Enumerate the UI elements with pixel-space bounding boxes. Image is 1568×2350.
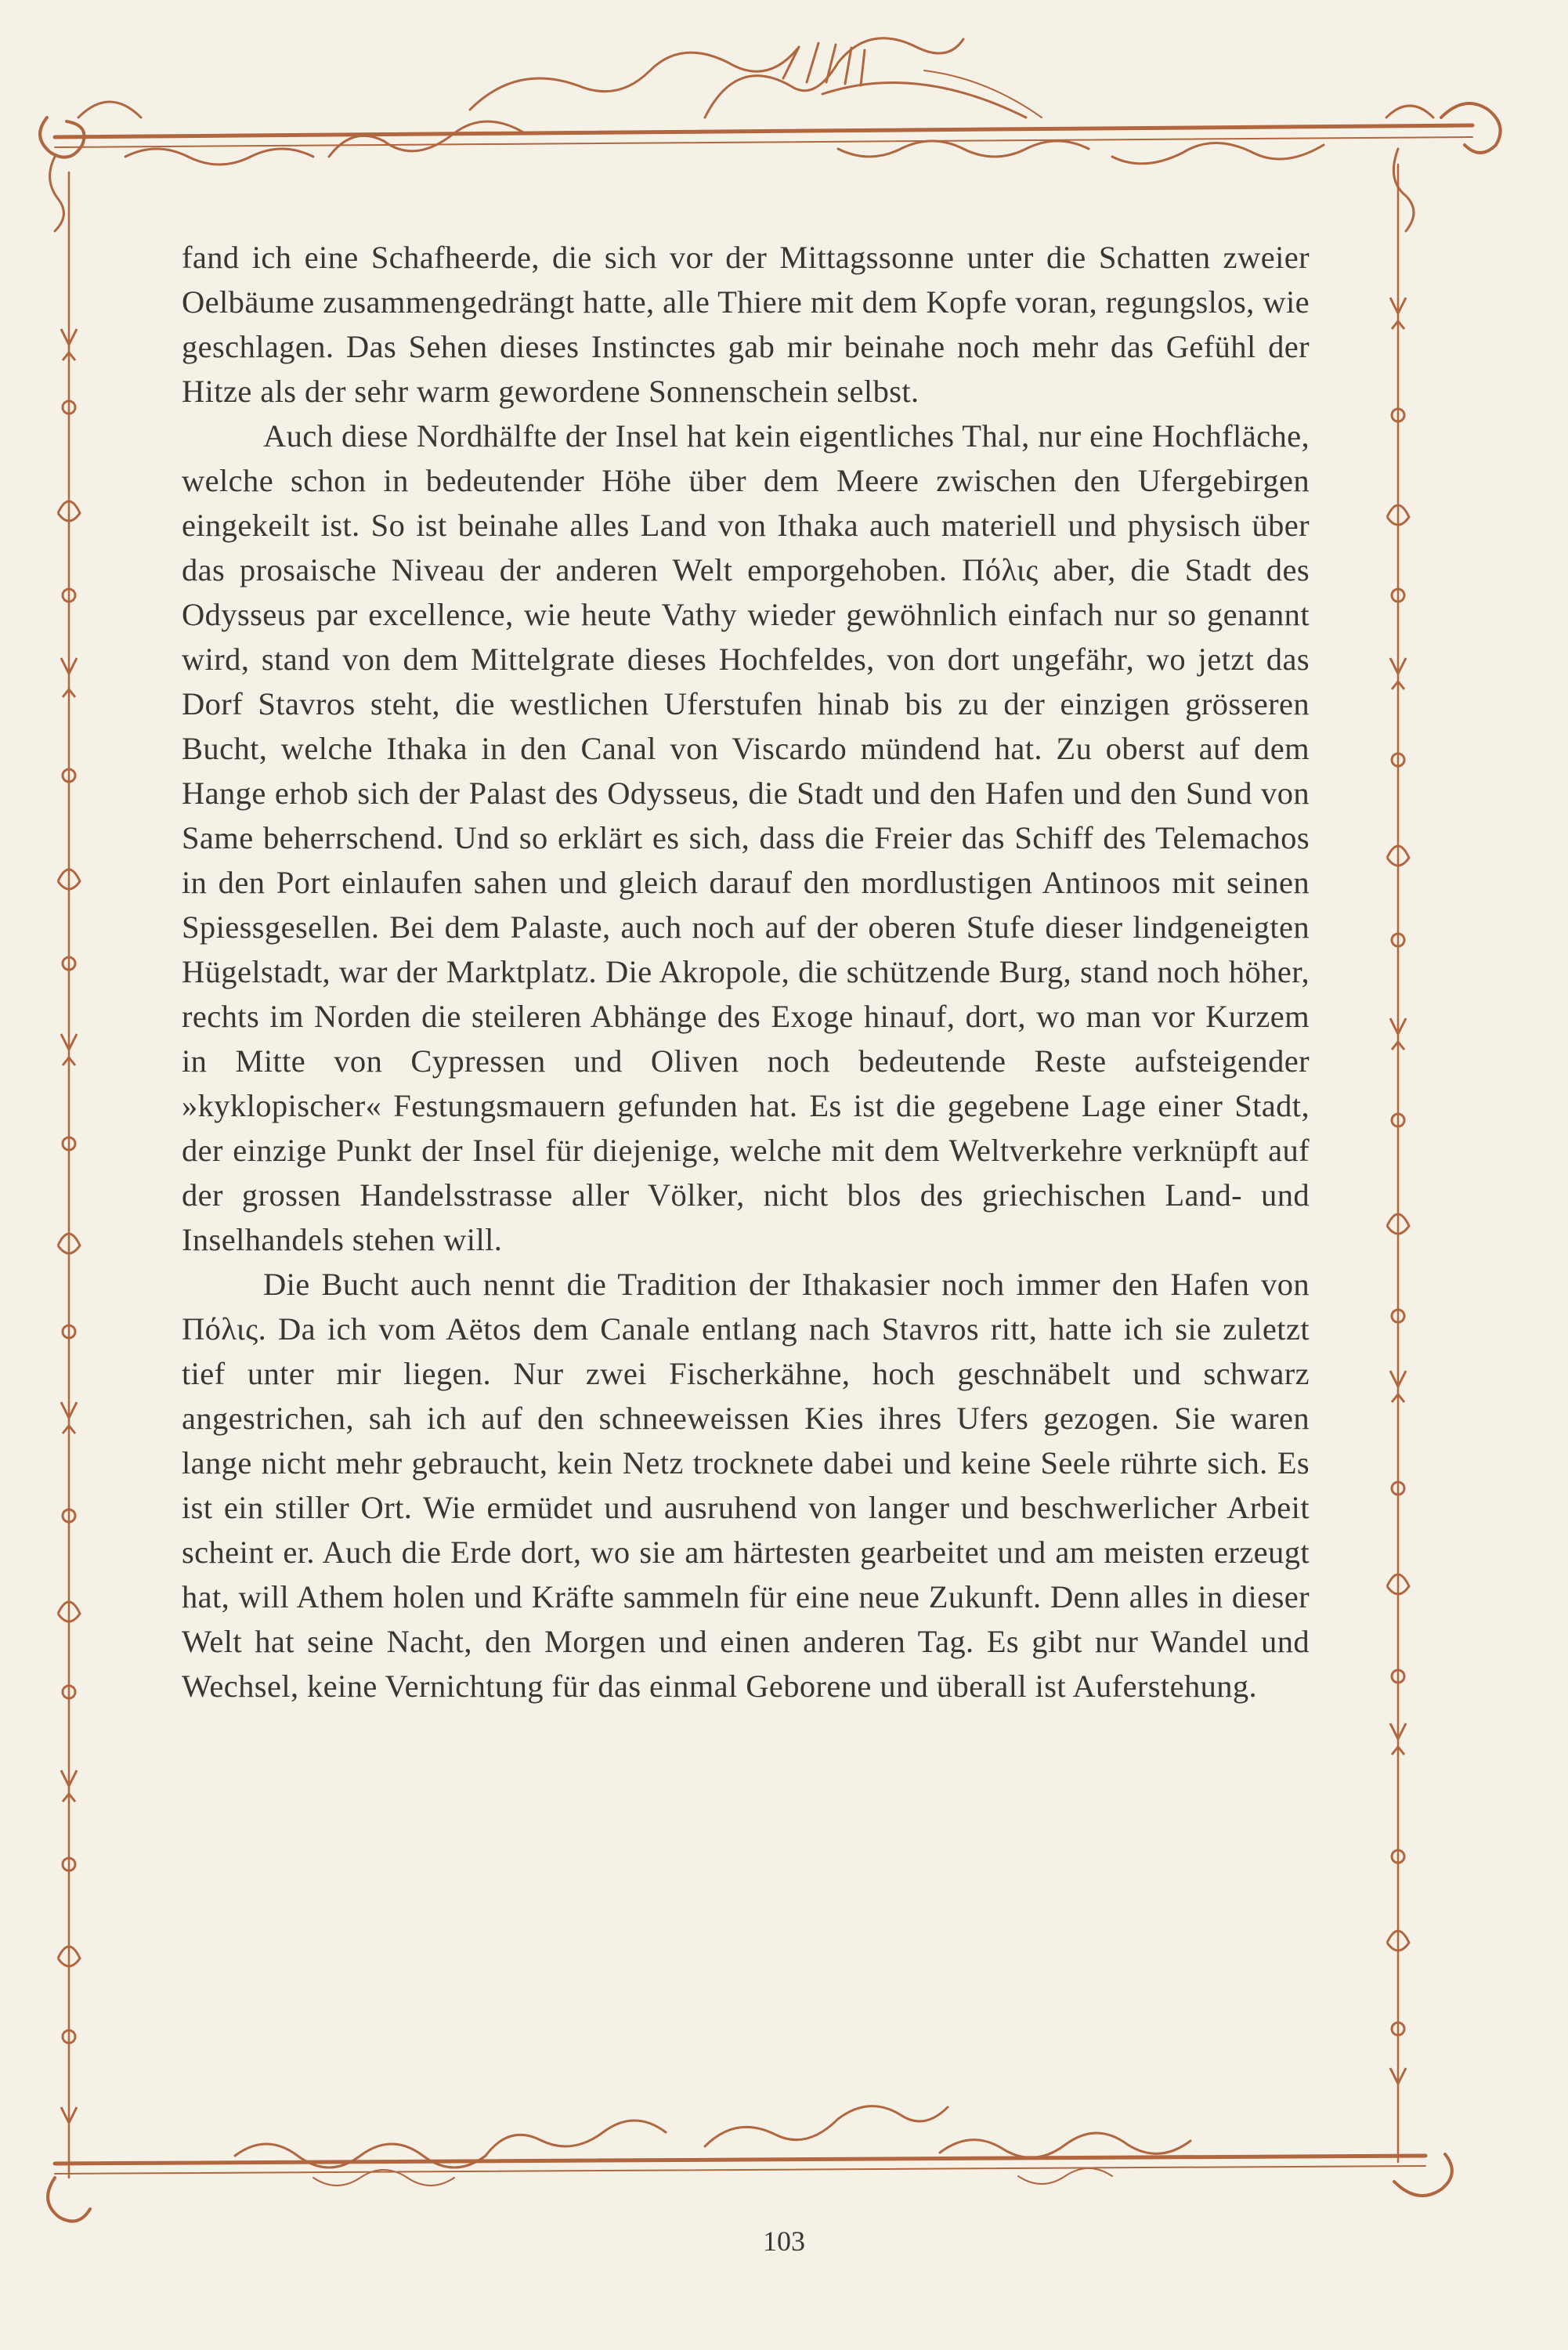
page-number: 103 — [763, 2225, 805, 2257]
paragraph-1: fand ich eine Schafheerde, die sich vor der Mittagssonne unter die Schatten zweier Oelbäume zusammengedrängt hatte, alle Thiere mit dem Kopfe voran, regungslos, wie geschlagen. Das Sehen dieses Instinctes gab mir beinahe noch mehr das Gefühl der Hitze als der sehr warm gewordene Sonnenschein selbst. — [182, 240, 1310, 409]
paragraph-2: Auch diese Nordhälfte der Insel hat kein eigentliches Thal, nur eine Hochfläche, welche schon in bedeutender Höhe über dem Meere zwischen den Ufergebirgen eingekeilt ist. So ist beinahe alles Land von Ithaka auch materiell und physisch über das prosaische Niveau der anderen Welt emporgehoben. Πόλις aber, die Stadt des Odysseus par excellence, wie heute Vathy wieder gewöhnlich einfach nur so genannt wird, stand von dem Mittelgrate dieses Hochfeldes, von dort ungefähr, wo jetzt das Dorf Stavros steht, die westlichen Uferstufen hinab bis zu der einzigen grösseren Bucht, welche Ithaka in den Canal von Viscardo mündend hat. Zu oberst auf dem Hange erhob sich der Palast des Odysseus, die Stadt und den Hafen und den Sund von Same beherrschend. Und so erklärt es sich, dass die Freier das Schiff des Telemachos in den Port einlaufen sahen und gleich darauf den mordlustigen Antinoos mit seinen Spiessgesellen. Bei dem Palaste, auch noch auf der oberen Stufe dieser lindgeneigten Hügelstadt, war der Marktplatz. Die Akropole, die schützende Burg, stand noch höher, rechts im Norden die steileren Abhänge des Exoge hinauf, dort, wo man vor Kurzem in Mitte von Cypressen und Oliven noch bedeutende Reste aufsteigender »kyklopischer« Festungsmauern gefunden hat. Es ist die gegebene Lage einer Stadt, der einzige Punkt der Insel für diejenige, welche mit dem Weltverkehre verknüpft auf der grossen Handelsstrasse aller Völker, nicht blos des griechischen Land- und Inselhandels stehen will. — [182, 418, 1310, 1257]
body-text — [182, 235, 1310, 1708]
paragraph-3: Die Bucht auch nennt die Tradition der Ithakasier noch immer den Hafen von Πόλις. Da ich vom Aëtos dem Canale entlang nach Stavros ritt, hatte ich sie zuletzt tief unter mir liegen. Nur zwei Fischerkähne, hoch geschnäbelt und schwarz angestrichen, sah ich auf den schneeweissen Kies ihres Ufers gezogen. Sie waren lange nicht mehr gebraucht, kein Netz trocknete dabei und keine Seele rührte sich. Es ist ein stiller Ort. Wie ermüdet und ausruhend von langer und beschwerlicher Arbeit scheint er. Auch die Erde dort, wo sie am härtesten gearbeitet und am meisten erzeugt hat, will Athem holen und Kräfte sammeln für eine neue Zukunft. Denn alles in dieser Welt hat seine Nacht, den Morgen und einen anderen Tag. Es gibt nur Wandel und Wechsel, keine Vernichtung für das einmal Geborene und überall ist Auferstehung. — [182, 1267, 1310, 1704]
